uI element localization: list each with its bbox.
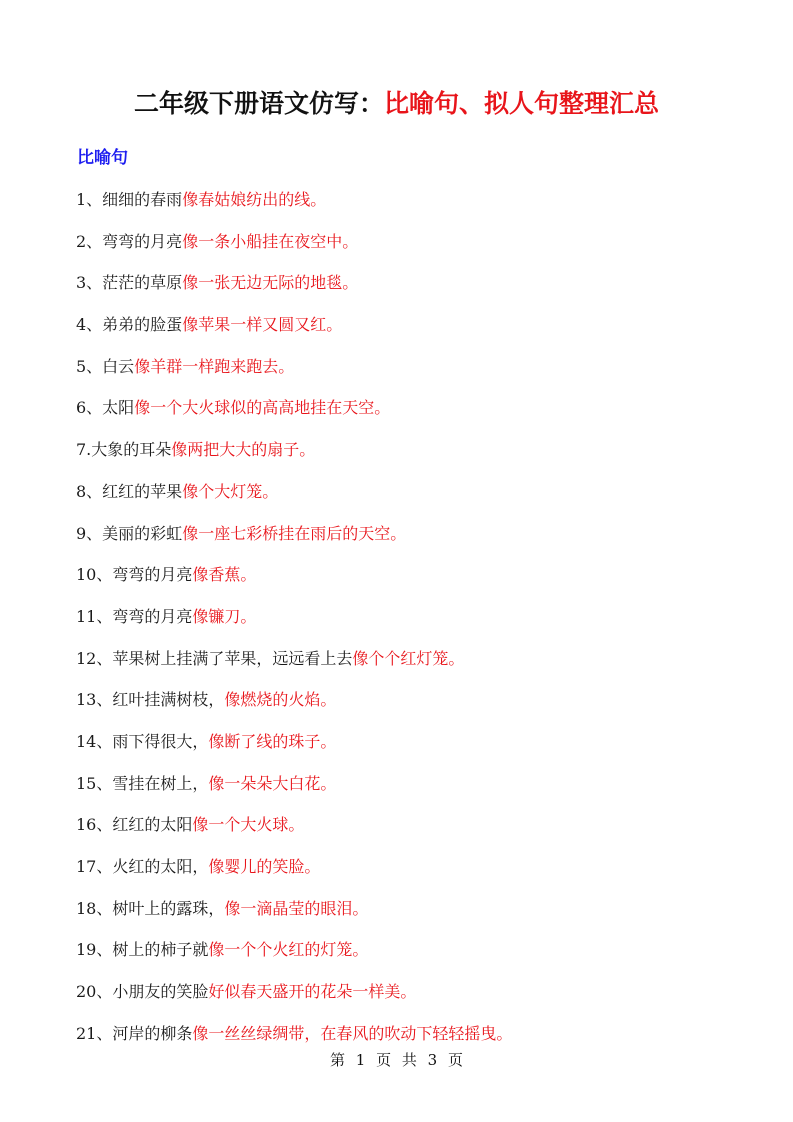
sentence-simile: 像一丝丝绿绸带，在春风的吹动下轻轻摇曳。 bbox=[192, 1023, 513, 1043]
sentence-simile: 像一座七彩桥挂在雨后的天空。 bbox=[182, 523, 407, 543]
sentence-subject: 1、细细的春雨 bbox=[76, 190, 183, 209]
sentence-subject: 11、弯弯的月亮 bbox=[76, 606, 193, 626]
sentence-simile: 像一滴晶莹的眼泪。 bbox=[224, 898, 369, 918]
title-main-part: 二年级下册语文仿写： bbox=[133, 89, 384, 118]
sentence-simile: 像一个大火球。 bbox=[192, 815, 305, 835]
sentence-item bbox=[76, 559, 512, 601]
sentence-subject: 17、火红的太阳， bbox=[76, 857, 209, 876]
sentence-simile: 像一张无边无际的地毯。 bbox=[182, 273, 359, 293]
sentence-simile: 像苹果一样又圆又红。 bbox=[182, 315, 343, 335]
sentence-subject: 16、红红的太阳 bbox=[76, 815, 193, 835]
sentence-subject: 7.大象的耳朵 bbox=[76, 440, 172, 460]
sentence-item bbox=[76, 476, 512, 518]
sentence-item bbox=[76, 893, 512, 935]
sentence-subject: 12、苹果树上挂满了苹果，远远看上去 bbox=[76, 648, 353, 668]
sentence-item bbox=[76, 226, 512, 268]
sentence-subject: 18、树叶上的露珠， bbox=[76, 898, 225, 918]
sentence-item bbox=[76, 601, 512, 643]
sentence-item bbox=[76, 934, 512, 976]
sentence-simile: 像燃烧的火焰。 bbox=[224, 690, 337, 710]
sentence-item bbox=[76, 809, 512, 851]
sentence-item bbox=[76, 392, 512, 434]
sentence-item bbox=[76, 518, 512, 560]
sentence-simile: 像春姑娘纺出的线。 bbox=[182, 190, 327, 209]
section-heading-similes: 比喻句 bbox=[77, 148, 128, 168]
sentence-item bbox=[76, 726, 512, 768]
sentence-simile: 像羊群一样跑来跑去。 bbox=[134, 356, 295, 376]
sentence-subject: 8、红红的苹果 bbox=[76, 481, 183, 501]
sentence-simile: 像一个个火红的灯笼。 bbox=[208, 940, 369, 960]
sentence-subject: 15、雪挂在树上， bbox=[76, 773, 209, 793]
sentence-simile: 像个大灯笼。 bbox=[182, 481, 279, 501]
sentence-subject: 6、太阳 bbox=[76, 398, 135, 418]
sentence-simile: 好似春天盛开的花朵一样美。 bbox=[208, 982, 417, 1002]
sentence-item bbox=[76, 768, 512, 810]
sentence-item bbox=[76, 643, 512, 685]
sentence-item bbox=[76, 684, 512, 726]
page-footer: 第 1 页 共 3 页 bbox=[330, 1051, 463, 1069]
sentence-simile: 像婴儿的笑脸。 bbox=[208, 857, 321, 876]
sentence-item bbox=[76, 309, 512, 351]
sentence-item bbox=[76, 351, 512, 393]
sentence-subject: 13、红叶挂满树枝， bbox=[76, 690, 225, 710]
sentence-subject: 4、弟弟的脸蛋 bbox=[76, 315, 183, 335]
sentence-subject: 2、弯弯的月亮 bbox=[76, 231, 183, 251]
sentence-simile: 像香蕉。 bbox=[192, 565, 257, 585]
title-highlight-part: 比喻句、拟人句整理汇总 bbox=[384, 89, 660, 118]
sentence-simile: 像一条小船挂在夜空中。 bbox=[182, 231, 359, 251]
sentence-simile: 像两把大大的扇子。 bbox=[171, 440, 316, 460]
sentence-subject: 10、弯弯的月亮 bbox=[76, 565, 193, 585]
sentence-subject: 9、美丽的彩虹 bbox=[76, 523, 183, 543]
sentence-subject: 3、茫茫的草原 bbox=[76, 273, 183, 293]
sentence-item bbox=[76, 851, 512, 893]
sentence-subject: 21、河岸的柳条 bbox=[76, 1023, 193, 1043]
sentence-subject: 14、雨下得很大， bbox=[76, 731, 209, 751]
document-title bbox=[0, 86, 793, 122]
sentence-item bbox=[76, 434, 512, 476]
sentence-item bbox=[76, 976, 512, 1018]
sentence-simile: 像镰刀。 bbox=[192, 606, 257, 626]
sentence-item bbox=[76, 184, 512, 226]
sentence-item bbox=[76, 267, 512, 309]
sentence-simile: 像断了线的珠子。 bbox=[208, 731, 337, 751]
sentence-simile: 像个个红灯笼。 bbox=[352, 648, 465, 668]
sentence-simile: 像一个大火球似的高高地挂在天空。 bbox=[134, 398, 391, 418]
sentence-subject: 19、树上的柿子就 bbox=[76, 940, 209, 960]
sentence-subject: 5、白云 bbox=[76, 356, 135, 376]
sentence-simile: 像一朵朵大白花。 bbox=[208, 773, 337, 793]
sentence-list bbox=[76, 184, 512, 1059]
sentence-subject: 20、小朋友的笑脸 bbox=[76, 982, 209, 1002]
